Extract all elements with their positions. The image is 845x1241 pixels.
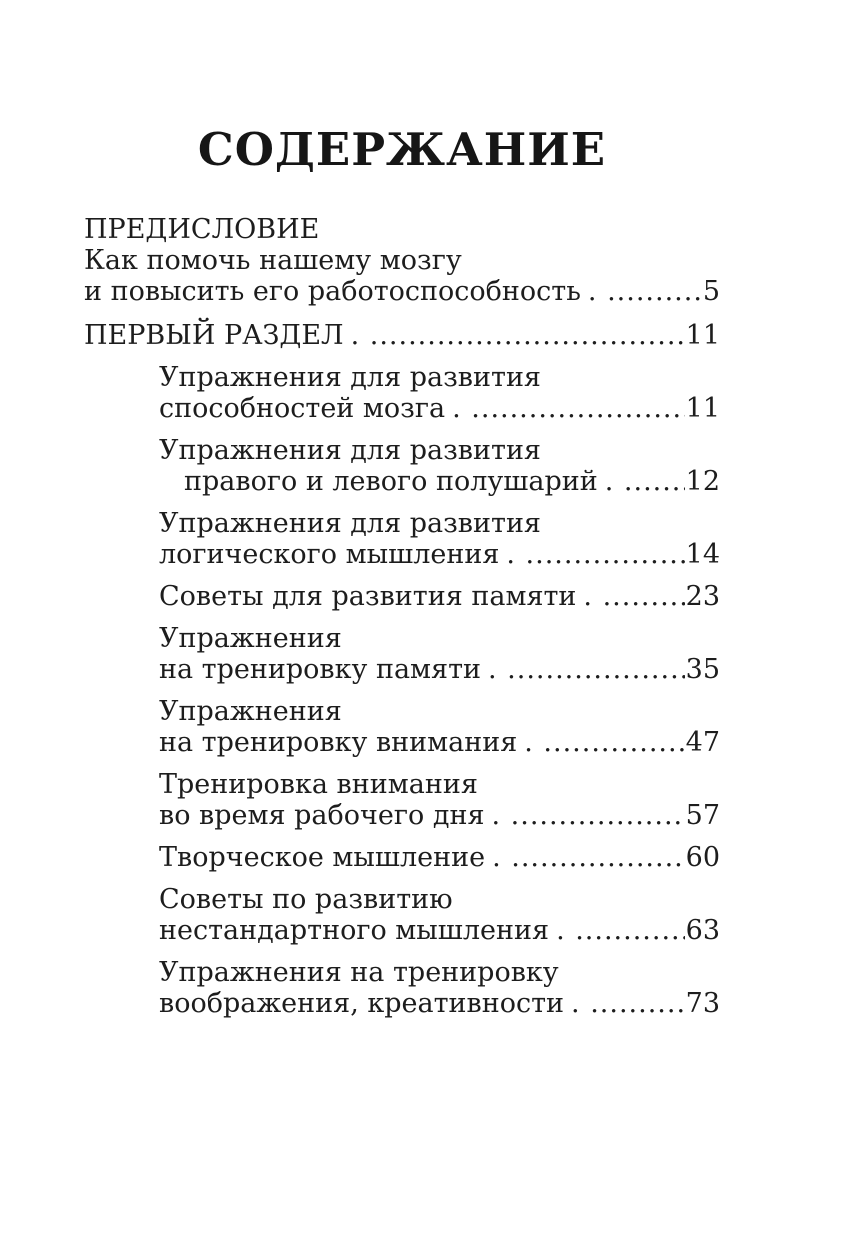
toc-entry-text: правого и левого полушарий	[184, 466, 598, 497]
toc-page-number: 5	[702, 276, 720, 307]
toc-entry-hemispheres	[84, 435, 720, 497]
toc-page-number: 11	[685, 320, 720, 351]
toc-page-number: 73	[685, 988, 720, 1019]
dot-leader	[588, 276, 702, 307]
toc-entry-nonstandard-thinking	[84, 884, 720, 946]
toc-page-number: 63	[685, 915, 720, 946]
toc-line	[84, 842, 720, 873]
toc	[84, 214, 720, 1019]
toc-line	[84, 769, 720, 800]
toc-entry-attention-training	[84, 696, 720, 758]
toc-line	[84, 245, 720, 276]
toc-entry-text: ПЕРВЫЙ РАЗДЕЛ	[84, 320, 344, 351]
toc-page-number: 11	[685, 393, 720, 424]
toc-entry-brain-abilities	[84, 362, 720, 424]
toc-line	[84, 214, 720, 245]
toc-entry-text: Творческое мышление	[159, 842, 486, 873]
toc-entry-creative-thinking	[84, 842, 720, 873]
toc-entry-text: Упражнения на тренировку	[159, 957, 559, 988]
page-title: СОДЕРЖАНИЕ	[197, 123, 607, 176]
toc-page-number: 57	[685, 800, 720, 831]
toc-line	[84, 915, 720, 946]
toc-page-number: 35	[685, 654, 720, 685]
toc-entry-imagination-creativity	[84, 957, 720, 1019]
toc-page-number: 47	[685, 727, 720, 758]
toc-line	[84, 696, 720, 727]
dot-leader	[506, 539, 684, 570]
toc-entry-text: Упражнения	[159, 623, 342, 654]
toc-line	[84, 435, 720, 466]
toc-line	[84, 276, 720, 307]
toc-entry-memory-training	[84, 623, 720, 685]
toc-entry-text: воображения, креативности	[159, 988, 565, 1019]
toc-line	[84, 393, 720, 424]
dot-leader	[605, 466, 685, 497]
toc-line	[84, 539, 720, 570]
dot-leader	[492, 842, 685, 873]
toc-line	[84, 988, 720, 1019]
toc-page-number: 23	[685, 581, 720, 612]
toc-entry-text: Упражнения для развития	[159, 508, 541, 539]
toc-entry-text: ПРЕДИСЛОВИЕ	[84, 214, 320, 245]
toc-entry-text: Как помочь нашему мозгу	[84, 245, 462, 276]
dot-leader	[491, 800, 684, 831]
toc-page-number: 60	[685, 842, 720, 873]
toc-entry-text: логического мышления	[159, 539, 500, 570]
toc-entry-preface	[84, 214, 720, 307]
toc-entry-text: на тренировку памяти	[159, 654, 482, 685]
dot-leader	[583, 581, 684, 612]
toc-page-number: 14	[685, 539, 720, 570]
toc-entry-text: и повысить его работоспособность	[84, 276, 581, 307]
toc-entry-attention-workday	[84, 769, 720, 831]
toc-entry-text: Советы по развитию	[159, 884, 453, 915]
toc-entry-text: способностей мозга	[159, 393, 446, 424]
dot-leader	[351, 320, 685, 351]
dot-leader	[524, 727, 684, 758]
toc-line	[84, 508, 720, 539]
toc-line	[84, 884, 720, 915]
toc-entry-text: на тренировку внимания	[159, 727, 518, 758]
toc-line	[84, 362, 720, 393]
toc-line	[84, 654, 720, 685]
toc-entry-text: Тренировка внимания	[159, 769, 478, 800]
toc-line	[84, 320, 720, 351]
toc-entry-text: Упражнения для развития	[159, 435, 541, 466]
toc-entry-text: Советы для развития памяти	[159, 581, 577, 612]
toc-line	[84, 623, 720, 654]
toc-entry-memory-tips	[84, 581, 720, 612]
toc-line	[84, 466, 720, 497]
toc-entry-first-section	[84, 320, 720, 351]
dot-leader	[556, 915, 685, 946]
toc-entry-text: Упражнения	[159, 696, 342, 727]
toc-line	[84, 727, 720, 758]
toc-line	[84, 800, 720, 831]
toc-entry-text: во время рабочего дня	[159, 800, 485, 831]
dot-leader	[571, 988, 685, 1019]
dot-leader	[488, 654, 685, 685]
toc-line	[84, 581, 720, 612]
toc-entry-text: Упражнения для развития	[159, 362, 541, 393]
dot-leader	[452, 393, 685, 424]
toc-page-number: 12	[685, 466, 720, 497]
toc-entry-logical-thinking	[84, 508, 720, 570]
toc-entry-text: нестандартного мышления	[159, 915, 550, 946]
toc-line	[84, 957, 720, 988]
